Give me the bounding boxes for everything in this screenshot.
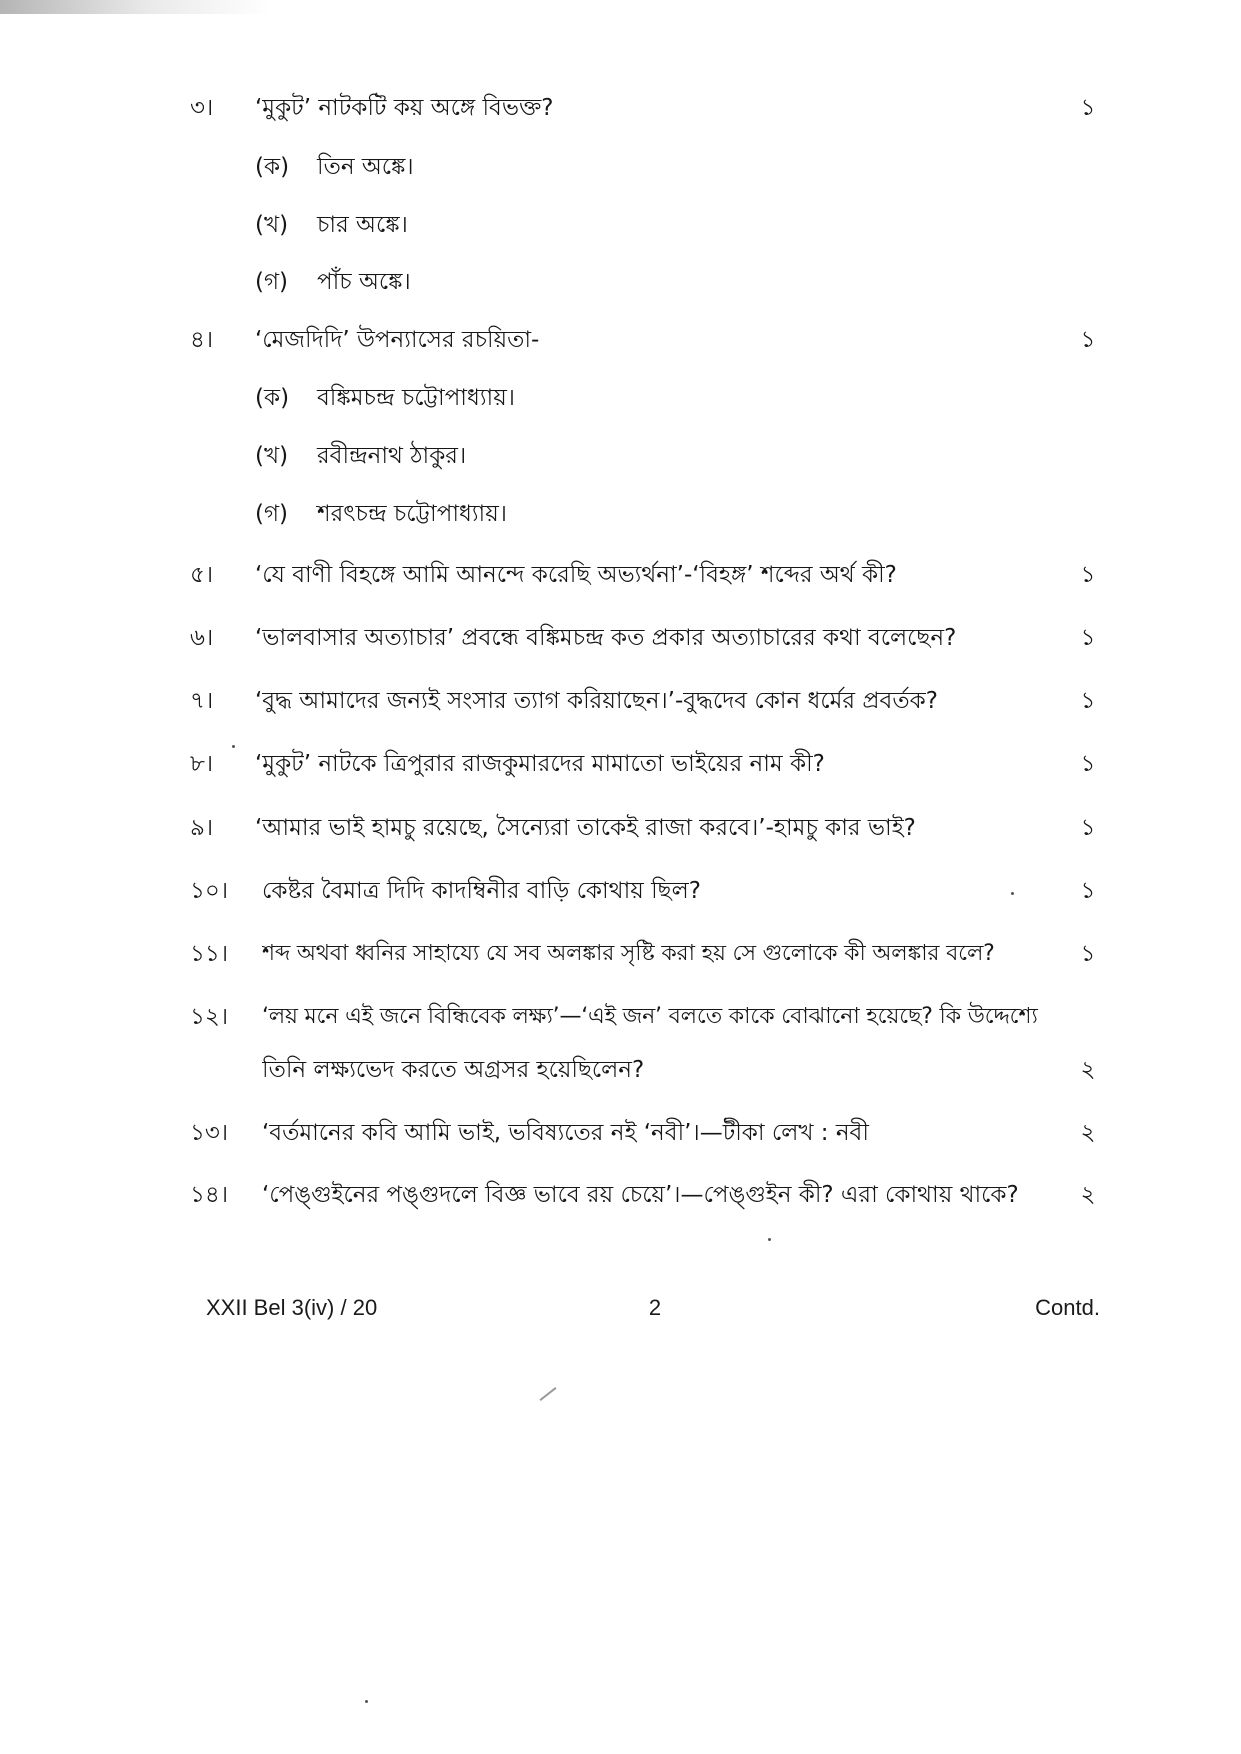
question-number: ৮। xyxy=(190,751,214,777)
scan-artifact xyxy=(0,0,270,14)
question-marks: ১ xyxy=(1080,941,1096,967)
option-row xyxy=(0,203,1241,247)
scan-speck xyxy=(768,1238,771,1241)
option-row xyxy=(0,145,1241,189)
question-row xyxy=(0,1111,1241,1155)
question-text: কেষ্টর বৈমাত্র দিদি কাদম্বিনীর বাড়ি কোথায় ছিল? xyxy=(262,878,701,904)
question-text: ‘যে বাণী বিহঙ্গে আমি আনন্দে করেছি অভ্যর্থনা’-‘বিহঙ্গ’ শব্দের অর্থ কী? xyxy=(255,562,897,588)
question-number: ১২। xyxy=(190,1004,229,1030)
option-text: পাঁচ অঙ্কে। xyxy=(317,269,411,295)
question-marks: ১ xyxy=(1080,688,1096,714)
paper-code: XXII Bel 3(iv) / 20 xyxy=(206,1295,378,1320)
option-label: (খ) xyxy=(255,212,289,238)
question-row xyxy=(0,995,1241,1039)
continued-label: Contd. xyxy=(1035,1295,1100,1320)
page-number: 2 xyxy=(648,1295,662,1320)
option-label: (ক) xyxy=(255,154,290,180)
question-text: ‘লয় মনে এই জনে বিন্ধিবেক লক্ষ্য’—‘এই জন’ বলতে কাকে বোঝানো হয়েছে? কি উদ্দেশ্যে xyxy=(262,1004,1038,1029)
question-marks: ২ xyxy=(1080,1057,1096,1083)
question-text: শব্দ অথবা ধ্বনির সাহায্যে যে সব অলঙ্কার সৃষ্টি করা হয় সে গুলোকে কী অলঙ্কার বলে? xyxy=(262,941,995,966)
question-row xyxy=(0,318,1241,362)
option-label: (ক) xyxy=(255,385,290,411)
question-number: ৪। xyxy=(190,327,214,353)
question-number: ৩। xyxy=(190,95,214,121)
question-number: ১৩। xyxy=(190,1120,229,1146)
question-text: ‘মুকুট’ নাটকটি কয় অঙ্গে বিভক্ত? xyxy=(255,95,554,121)
option-text: বঙ্কিমচন্দ্র চট্টোপাধ্যায়। xyxy=(317,385,515,411)
scan-speck xyxy=(365,1700,368,1703)
page-footer xyxy=(0,1290,1241,1326)
question-row xyxy=(0,616,1241,660)
question-text: ‘মেজদিদি’ উপন্যাসের রচয়িতা- xyxy=(255,327,540,353)
question-row xyxy=(0,679,1241,723)
question-marks: ২ xyxy=(1080,1182,1096,1208)
question-marks: ১ xyxy=(1080,751,1096,777)
question-number: ১১। xyxy=(190,941,229,967)
option-row xyxy=(0,376,1241,420)
question-number: ১০। xyxy=(190,878,229,904)
option-row xyxy=(0,260,1241,304)
question-row xyxy=(0,1173,1241,1217)
option-label: (খ) xyxy=(255,443,289,469)
question-marks: ১ xyxy=(1080,327,1096,353)
question-marks: ১ xyxy=(1080,625,1096,651)
option-text: তিন অঙ্কে। xyxy=(317,154,414,180)
question-row xyxy=(0,806,1241,850)
question-text-continued: তিনি লক্ষ্যভেদ করতে অগ্রসর হয়েছিলেন? xyxy=(262,1057,645,1083)
option-label: (গ) xyxy=(255,269,289,295)
question-number: ৫। xyxy=(190,562,214,588)
option-text: রবীন্দ্রনাথ ঠাকুর। xyxy=(317,443,467,469)
question-marks: ২ xyxy=(1080,1120,1096,1146)
option-text: শরৎচন্দ্র চট্টোপাধ্যায়। xyxy=(317,501,507,527)
question-number: ৭। xyxy=(190,688,214,714)
question-row xyxy=(0,553,1241,597)
question-marks: ১ xyxy=(1080,562,1096,588)
question-marks: ১ xyxy=(1080,95,1096,121)
question-row xyxy=(0,932,1241,976)
question-text: ‘বুদ্ধ আমাদের জন্যই সংসার ত্যাগ করিয়াছেন।’-বুদ্ধদেব কোন ধর্মের প্রবর্তক? xyxy=(255,688,938,714)
question-text: ‘বর্তমানের কবি আমি ভাই, ভবিষ্যতের নই ‘নবী’।—টীকা লেখ : নবী xyxy=(262,1120,869,1146)
question-text: ‘ভালবাসার অত্যাচার’ প্রবন্ধে বঙ্কিমচন্দ্র কত প্রকার অত্যাচারের কথা বলেছেন? xyxy=(255,625,957,651)
question-number: ১৪। xyxy=(190,1182,229,1208)
question-marks: ১ xyxy=(1080,815,1096,841)
question-text: ‘মুকুট’ নাটকে ত্রিপুরার রাজকুমারদের মামাতো ভাইয়ের নাম কী? xyxy=(255,751,825,777)
question-row xyxy=(0,86,1241,130)
question-number: ৯। xyxy=(190,815,214,841)
question-continuation-row xyxy=(0,1048,1241,1092)
option-label: (গ) xyxy=(255,501,289,527)
option-row xyxy=(0,492,1241,536)
question-row xyxy=(0,869,1241,913)
question-text: ‘আমার ভাই হামচু রয়েছে, সৈন্যেরা তাকেই রাজা করবে।’-হামচু কার ভাই? xyxy=(255,815,916,841)
pen-mark xyxy=(540,1387,557,1401)
question-marks: ১ xyxy=(1080,878,1096,904)
question-text: ‘পেঙ্গুইনের পঙ্গুদলে বিজ্ঞ ভাবে রয় চেয়ে’।—পেঙ্গুইন কী? এরা কোথায় থাকে? xyxy=(262,1182,1019,1208)
option-row xyxy=(0,434,1241,478)
question-number: ৬। xyxy=(190,625,214,651)
question-row xyxy=(0,742,1241,786)
option-text: চার অঙ্কে। xyxy=(317,212,408,238)
